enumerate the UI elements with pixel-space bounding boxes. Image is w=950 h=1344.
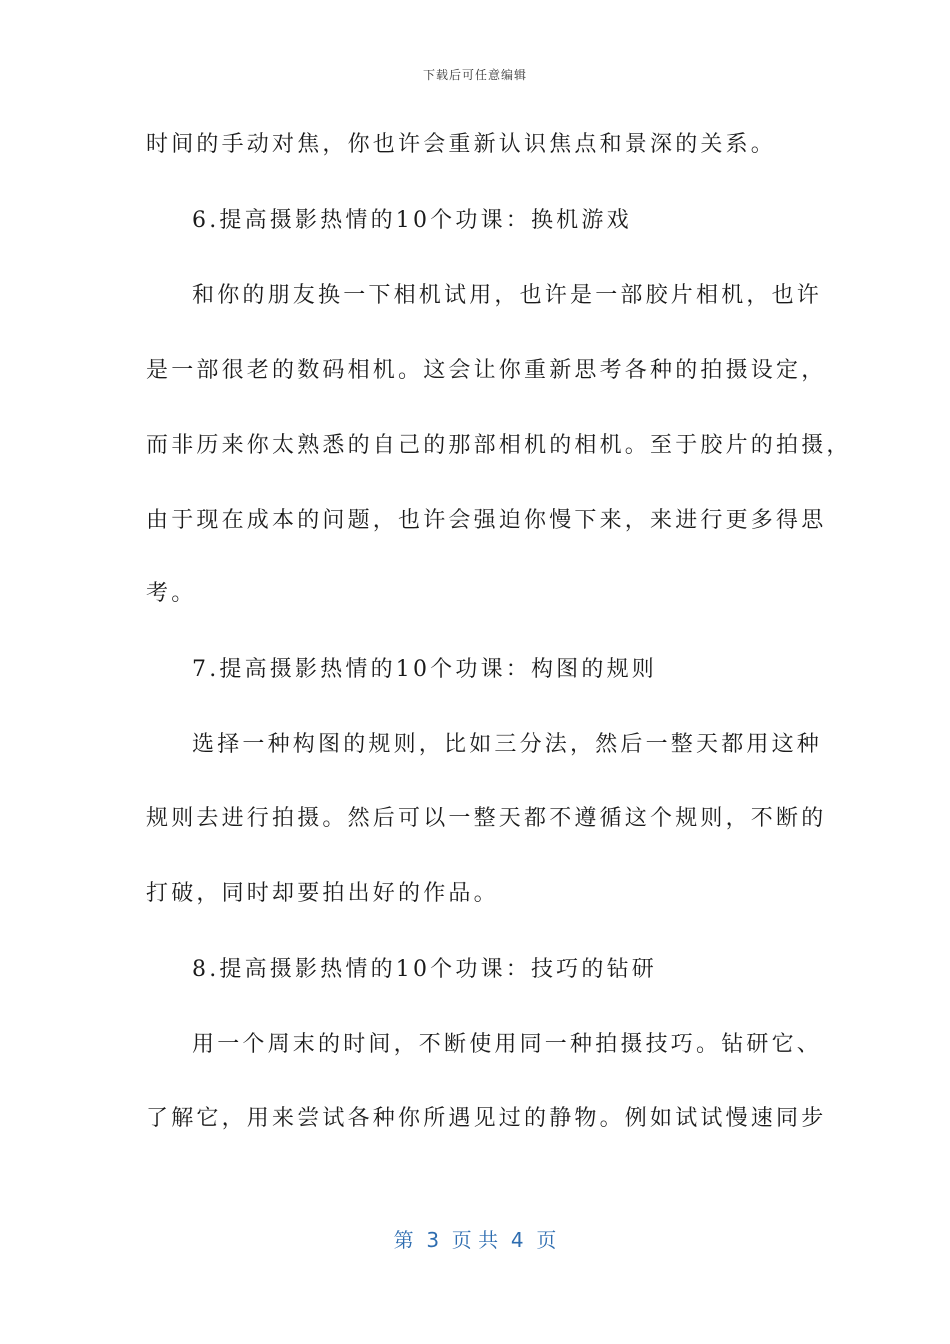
body-line: 用一个周末的时间，不断使用同一种拍摄技巧。钻研它、 — [192, 1032, 823, 1057]
section-heading: 8.提高摄影热情的10个功课：技巧的钻研 — [192, 957, 657, 982]
body-line: 和你的朋友换一下相机试用，也许是一部胶片相机，也许 — [192, 283, 823, 308]
page-header: 下载后可任意编辑 — [422, 68, 527, 82]
body-line: 考。 — [146, 581, 197, 606]
page-footer: 第 3 页 共 4 页 — [393, 1228, 557, 1252]
body-line: 而非历来你太熟悉的自己的那部相机的相机。至于胶片的拍摄， — [146, 433, 852, 458]
body-line: 是一部很老的数码相机。这会让你重新思考各种的拍摄设定， — [146, 358, 827, 383]
body-line: 了解它，用来尝试各种你所遇见过的静物。例如试试慢速同步 — [146, 1106, 827, 1131]
body-line: 时间的手动对焦，你也许会重新认识焦点和景深的关系。 — [146, 132, 777, 157]
body-line: 选择一种构图的规则，比如三分法，然后一整天都用这种 — [192, 732, 823, 757]
body-line: 打破，同时却要拍出好的作品。 — [146, 881, 499, 906]
body-line: 由于现在成本的问题，也许会强迫你慢下来，来进行更多得思 — [146, 508, 827, 533]
body-line: 规则去进行拍摄。然后可以一整天都不遵循这个规则，不断的 — [146, 806, 827, 831]
section-heading: 7.提高摄影热情的10个功课：构图的规则 — [192, 657, 657, 682]
section-heading: 6.提高摄影热情的10个功课：换机游戏 — [192, 208, 632, 233]
